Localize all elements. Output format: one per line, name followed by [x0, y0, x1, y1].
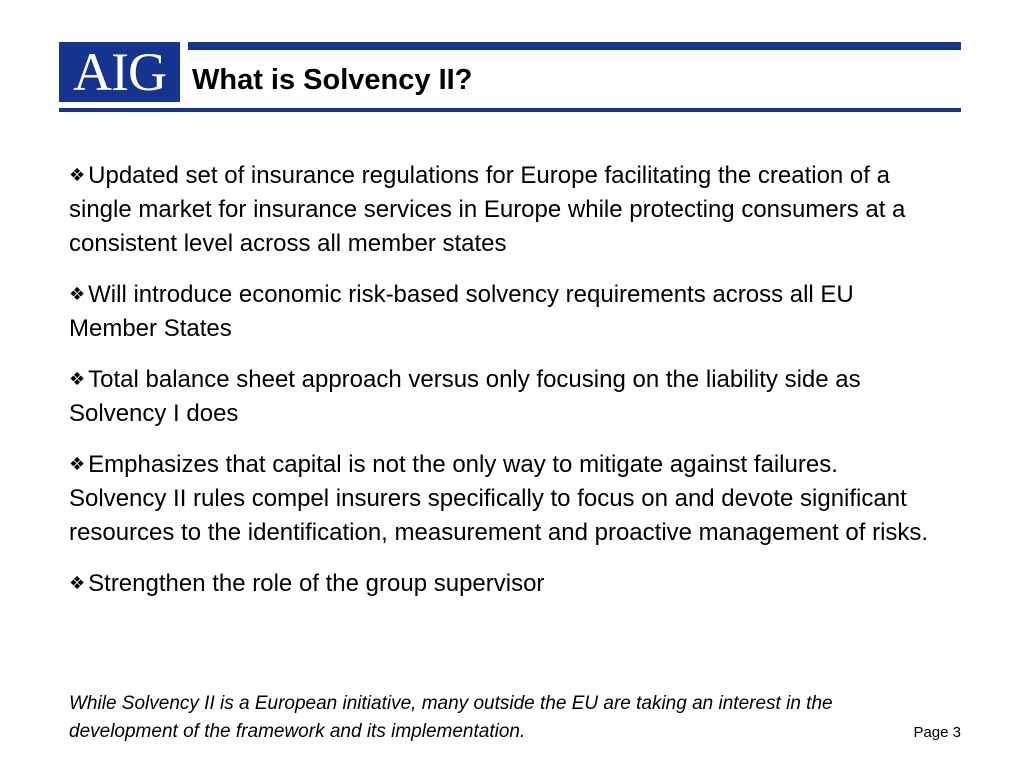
aig-logo	[59, 42, 180, 102]
bullet-item	[69, 363, 939, 431]
diamond-bullet-icon: ❖	[69, 454, 86, 475]
header-rule-top	[188, 42, 961, 50]
page-number: Page 3	[913, 724, 961, 741]
diamond-bullet-icon: ❖	[69, 369, 86, 390]
bullet-text: Strengthen the role of the group supervisor	[88, 570, 545, 597]
diamond-bullet-icon: ❖	[69, 284, 86, 305]
bullet-text: Will introduce economic risk-based solvency requirements across all EU Member States	[69, 281, 854, 342]
bullet-item	[69, 159, 939, 261]
bullet-item	[69, 448, 939, 550]
logo-text: AIG	[73, 42, 166, 102]
bullet-item	[69, 278, 939, 346]
diamond-bullet-icon: ❖	[69, 573, 86, 594]
bullet-text: Updated set of insurance regulations for Europe facilitating the creation of a single market for insurance services in Europe while protecting consumers at a consistent level across all member states	[69, 162, 906, 257]
bullet-item	[69, 567, 939, 601]
bullet-text: Total balance sheet approach versus only focusing on the liability side as Solvency I does	[69, 366, 861, 427]
bullet-list	[69, 159, 939, 618]
bullet-text: Emphasizes that capital is not the only way to mitigate against failures. Solvency II rules compel insurers specifically to focus on and devote significant resources to the identification, measurement and proactive management of risks.	[69, 451, 929, 546]
page-title: What is Solvency II?	[192, 64, 473, 96]
footnote: While Solvency II is a European initiative, many outside the EU are taking an interest in the development of the framework and its implementation.	[69, 693, 833, 742]
diamond-bullet-icon: ❖	[69, 165, 86, 186]
header-rule-bottom	[59, 108, 961, 112]
